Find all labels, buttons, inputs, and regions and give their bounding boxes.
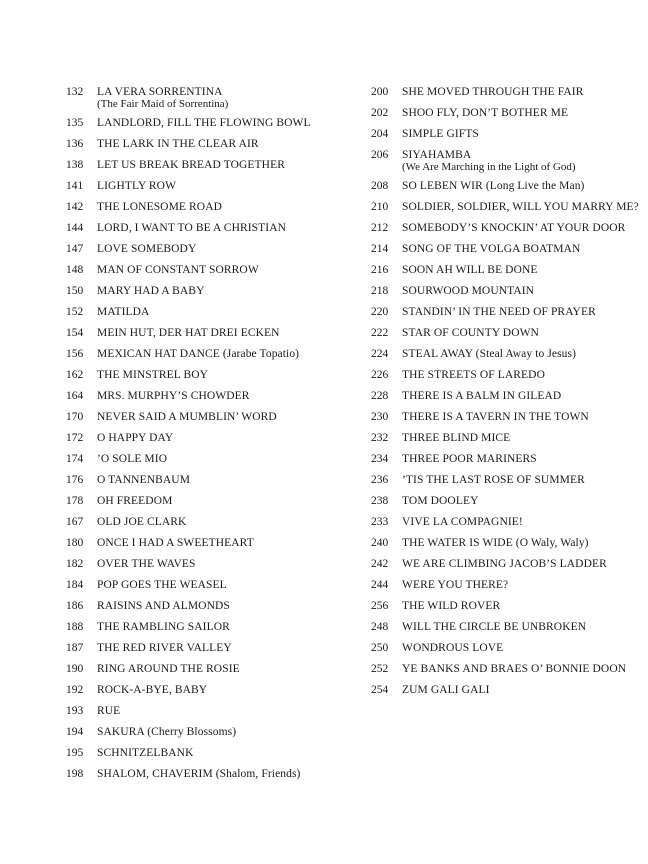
entry-text [402,621,641,634]
song-title: THE LONESOME ROAD [97,201,222,213]
entry-text [97,432,356,445]
page-number: 150 [66,285,84,297]
page-number: 234 [371,453,389,465]
index-entry [66,579,356,592]
index-entry [371,537,641,550]
page-number: 132 [66,86,84,98]
index-entry [66,642,356,655]
page-number: 147 [66,243,84,255]
page-number: 194 [66,726,84,738]
page-number: 230 [371,411,389,423]
page-number: 182 [66,558,84,570]
entry-text [97,285,356,298]
song-title: NEVER SAID A MUMBLIN’ WORD [97,411,277,423]
index-entry [371,663,641,676]
entry-text [402,243,641,256]
song-title: OH FREEDOM [97,495,173,507]
song-title: SO LEBEN WIR (Long Live the Man) [402,180,585,192]
page-number: 212 [371,222,389,234]
entry-text [97,348,356,361]
page-number: 144 [66,222,84,234]
song-title: THREE BLIND MICE [402,432,511,444]
entry-text [97,579,356,592]
entry-text [402,128,641,141]
song-title: POP GOES THE WEASEL [97,579,227,591]
page-number: 190 [66,663,84,675]
page-number: 178 [66,495,84,507]
index-entry [371,516,641,529]
index-entry [66,600,356,613]
song-title: THE LARK IN THE CLEAR AIR [97,138,259,150]
index-entry [66,369,356,382]
index-entry [371,411,641,424]
entry-text [402,432,641,445]
index-entry [371,474,641,487]
song-title: THE WILD ROVER [402,600,501,612]
song-title: STANDIN’ IN THE NEED OF PRAYER [402,306,596,318]
song-title: SHOO FLY, DON’T BOTHER ME [402,107,569,119]
entry-text [97,180,356,193]
entry-text [97,369,356,382]
index-entry [371,222,641,235]
entry-text [402,663,641,676]
page-number: 208 [371,180,389,192]
entry-text [402,453,641,466]
song-title: LORD, I WANT TO BE A CHRISTIAN [97,222,287,234]
song-title: MEIN HUT, DER HAT DREI ECKEN [97,327,280,339]
index-entry [371,128,641,141]
entry-text [402,264,641,277]
song-subtitle: (We Are Marching in the Light of God) [402,161,576,173]
index-entry [66,684,356,697]
entry-text [402,474,641,487]
entry-text [97,222,356,235]
song-title: SOON AH WILL BE DONE [402,264,538,276]
index-entry [66,453,356,466]
index-entry [66,222,356,235]
index-entry [371,600,641,613]
page-number: 228 [371,390,389,402]
entry-text [97,747,356,760]
entry-text [402,537,641,550]
song-title: WILL THE CIRCLE BE UNBROKEN [402,621,587,633]
entry-text [402,86,641,99]
song-title: MRS. MURPHY’S CHOWDER [97,390,250,402]
song-title: SOMEBODY’S KNOCKIN’ AT YOUR DOOR [402,222,626,234]
entry-text [97,663,356,676]
index-entry [66,159,356,172]
page-number: 148 [66,264,84,276]
page-number: 252 [371,663,389,675]
index-entry [66,306,356,319]
index-entry [371,390,641,403]
song-title: SOURWOOD MOUNTAIN [402,285,535,297]
entry-text [97,327,356,340]
entry-text [97,474,356,487]
song-title: THREE POOR MARINERS [402,453,537,465]
entry-text [97,138,356,151]
entry-text [97,621,356,634]
song-title: SIYAHAMBA [402,149,472,161]
entry-text [97,600,356,613]
entry-text [402,348,641,361]
entry-text [97,558,356,571]
song-title: MATILDA [97,306,150,318]
index-entry [371,306,641,319]
entry-text [97,159,356,172]
page-number: 248 [371,621,389,633]
song-title: ZUM GALI GALI [402,684,490,696]
index-entry [66,516,356,529]
song-title: O TANNENBAUM [97,474,191,486]
page-number: 214 [371,243,389,255]
song-title: ROCK-A-BYE, BABY [97,684,208,696]
entry-text [402,579,641,592]
index-entry [66,138,356,151]
page-number: 206 [371,149,389,161]
index-entry [371,243,641,256]
index-entry [66,201,356,214]
index-entry [66,327,356,340]
page-number: 186 [66,600,84,612]
page-number: 167 [66,516,84,528]
index-entry [371,453,641,466]
entry-text [402,149,641,173]
song-title: LIGHTLY ROW [97,180,177,192]
index-entry [66,117,356,130]
entry-text [97,453,356,466]
entry-text [97,705,356,718]
song-title: THERE IS A BALM IN GILEAD [402,390,562,402]
entry-text [402,285,641,298]
song-title: RUE [97,705,121,717]
entry-text [402,600,641,613]
page-number: 242 [371,558,389,570]
index-entry [371,642,641,655]
index-entry [371,432,641,445]
song-title: SAKURA (Cherry Blossoms) [97,726,237,738]
song-title: WONDROUS LOVE [402,642,504,654]
index-entry [66,86,356,110]
entry-text [402,495,641,508]
entry-text [402,390,641,403]
page-number: 164 [66,390,84,402]
page-number: 174 [66,453,84,465]
song-title: LET US BREAK BREAD TOGETHER [97,159,285,171]
song-title: YE BANKS AND BRAES O’ BONNIE DOON [402,663,627,675]
index-entry [371,327,641,340]
song-title: RING AROUND THE ROSIE [97,663,240,675]
entry-text [402,222,641,235]
index-entry [371,201,641,214]
song-title: SCHNITZELBANK [97,747,194,759]
page-number: 238 [371,495,389,507]
song-title: SHALOM, CHAVERIM (Shalom, Friends) [97,768,301,780]
page-number: 195 [66,747,84,759]
entry-text [402,558,641,571]
song-title: O HAPPY DAY [97,432,174,444]
song-title: MARY HAD A BABY [97,285,205,297]
entry-text [97,516,356,529]
entry-text [97,306,356,319]
page-number: 152 [66,306,84,318]
index-entry [66,705,356,718]
index-entry [371,149,641,173]
entry-text [97,390,356,403]
page-number: 141 [66,180,84,192]
page-number: 193 [66,705,84,717]
entry-text [97,264,356,277]
entry-text [97,86,356,110]
song-title: STEAL AWAY (Steal Away to Jesus) [402,348,577,360]
index-entry [66,726,356,739]
index-entry [66,747,356,760]
index-entry [371,348,641,361]
page-number: 162 [66,369,84,381]
index-entry [66,432,356,445]
song-title: VIVE LA COMPAGNIE! [402,516,523,528]
index-entry [66,663,356,676]
song-title: THE MINSTREL BOY [97,369,209,381]
index-entry [371,558,641,571]
song-title: ’O SOLE MIO [97,453,168,465]
index-entry [66,285,356,298]
index-entry [66,390,356,403]
index-entry [371,369,641,382]
page-number: 244 [371,579,389,591]
index-entry [371,684,641,697]
song-title: ONCE I HAD A SWEETHEART [97,537,254,549]
index-entry [371,180,641,193]
index-entry [66,411,356,424]
page-number: 232 [371,432,389,444]
page-number: 216 [371,264,389,276]
page-number: 135 [66,117,84,129]
entry-text [402,201,641,214]
song-title: STAR OF COUNTY DOWN [402,327,539,339]
index-entry [66,495,356,508]
song-title: LA VERA SORRENTINA [97,86,223,98]
entry-text [97,684,356,697]
page-number: 222 [371,327,389,339]
page-number: 210 [371,201,389,213]
song-title: WE ARE CLIMBING JACOB’S LADDER [402,558,607,570]
index-entry [66,474,356,487]
page-number: 188 [66,621,84,633]
page-number: 233 [371,516,389,528]
entry-text [402,516,641,529]
song-title: THE WATER IS WIDE (O Waly, Waly) [402,537,589,549]
song-title: SONG OF THE VOLGA BOATMAN [402,243,581,255]
entry-text [402,180,641,193]
page-number: 218 [371,285,389,297]
index-entry [371,579,641,592]
page-number: 254 [371,684,389,696]
page-number: 172 [66,432,84,444]
index-entry [371,285,641,298]
song-title: THE STREETS OF LAREDO [402,369,545,381]
page-number: 250 [371,642,389,654]
page-number: 198 [66,768,84,780]
index-entry [371,621,641,634]
entry-text [402,411,641,424]
song-title: SHE MOVED THROUGH THE FAIR [402,86,584,98]
index-entry [66,243,356,256]
song-title: LANDLORD, FILL THE FLOWING BOWL [97,117,311,129]
index-entry [66,180,356,193]
index-entry [371,107,641,120]
index-entry [66,621,356,634]
entry-text [402,107,641,120]
page-number: 192 [66,684,84,696]
song-title: MAN OF CONSTANT SORROW [97,264,259,276]
page-number: 204 [371,128,389,140]
song-title: THE RED RIVER VALLEY [97,642,232,654]
song-title: LOVE SOMEBODY [97,243,197,255]
page-number: 156 [66,348,84,360]
song-title: WERE YOU THERE? [402,579,509,591]
song-title: RAISINS AND ALMONDS [97,600,230,612]
page-number: 154 [66,327,84,339]
page-number: 187 [66,642,84,654]
song-title: THE RAMBLING SAILOR [97,621,230,633]
song-title: TOM DOOLEY [402,495,479,507]
index-entry [66,537,356,550]
song-title: THERE IS A TAVERN IN THE TOWN [402,411,589,423]
entry-text [97,495,356,508]
page-number: 176 [66,474,84,486]
index-entry [371,264,641,277]
entry-text [402,684,641,697]
entry-text [97,117,356,130]
index-entry [66,558,356,571]
song-title: ’TIS THE LAST ROSE OF SUMMER [402,474,585,486]
page-number: 142 [66,201,84,213]
entry-text [97,768,356,781]
page-number: 224 [371,348,389,360]
song-title: MEXICAN HAT DANCE (Jarabe Topatio) [97,348,300,360]
page-number: 170 [66,411,84,423]
page-number: 226 [371,369,389,381]
song-title: SIMPLE GIFTS [402,128,479,140]
entry-text [97,411,356,424]
entry-text [97,726,356,739]
page-number: 240 [371,537,389,549]
song-subtitle: (The Fair Maid of Sorrentina) [97,98,229,110]
page-number: 202 [371,107,389,119]
page-number: 138 [66,159,84,171]
page-number: 184 [66,579,84,591]
entry-text [402,369,641,382]
entry-text [97,201,356,214]
page-number: 236 [371,474,389,486]
entry-text [97,642,356,655]
entry-text [402,327,641,340]
page-number: 200 [371,86,389,98]
index-entry [66,264,356,277]
entry-text [97,243,356,256]
page-number: 180 [66,537,84,549]
index-entry [371,495,641,508]
index-entry [66,768,356,781]
entry-text [97,537,356,550]
song-title: OLD JOE CLARK [97,516,187,528]
index-entry [66,348,356,361]
index-entry [371,86,641,99]
song-title: SOLDIER, SOLDIER, WILL YOU MARRY ME? [402,201,639,213]
entry-text [402,306,641,319]
page-number: 220 [371,306,389,318]
page-number: 256 [371,600,389,612]
page-number: 136 [66,138,84,150]
song-title: OVER THE WAVES [97,558,196,570]
entry-text [402,642,641,655]
